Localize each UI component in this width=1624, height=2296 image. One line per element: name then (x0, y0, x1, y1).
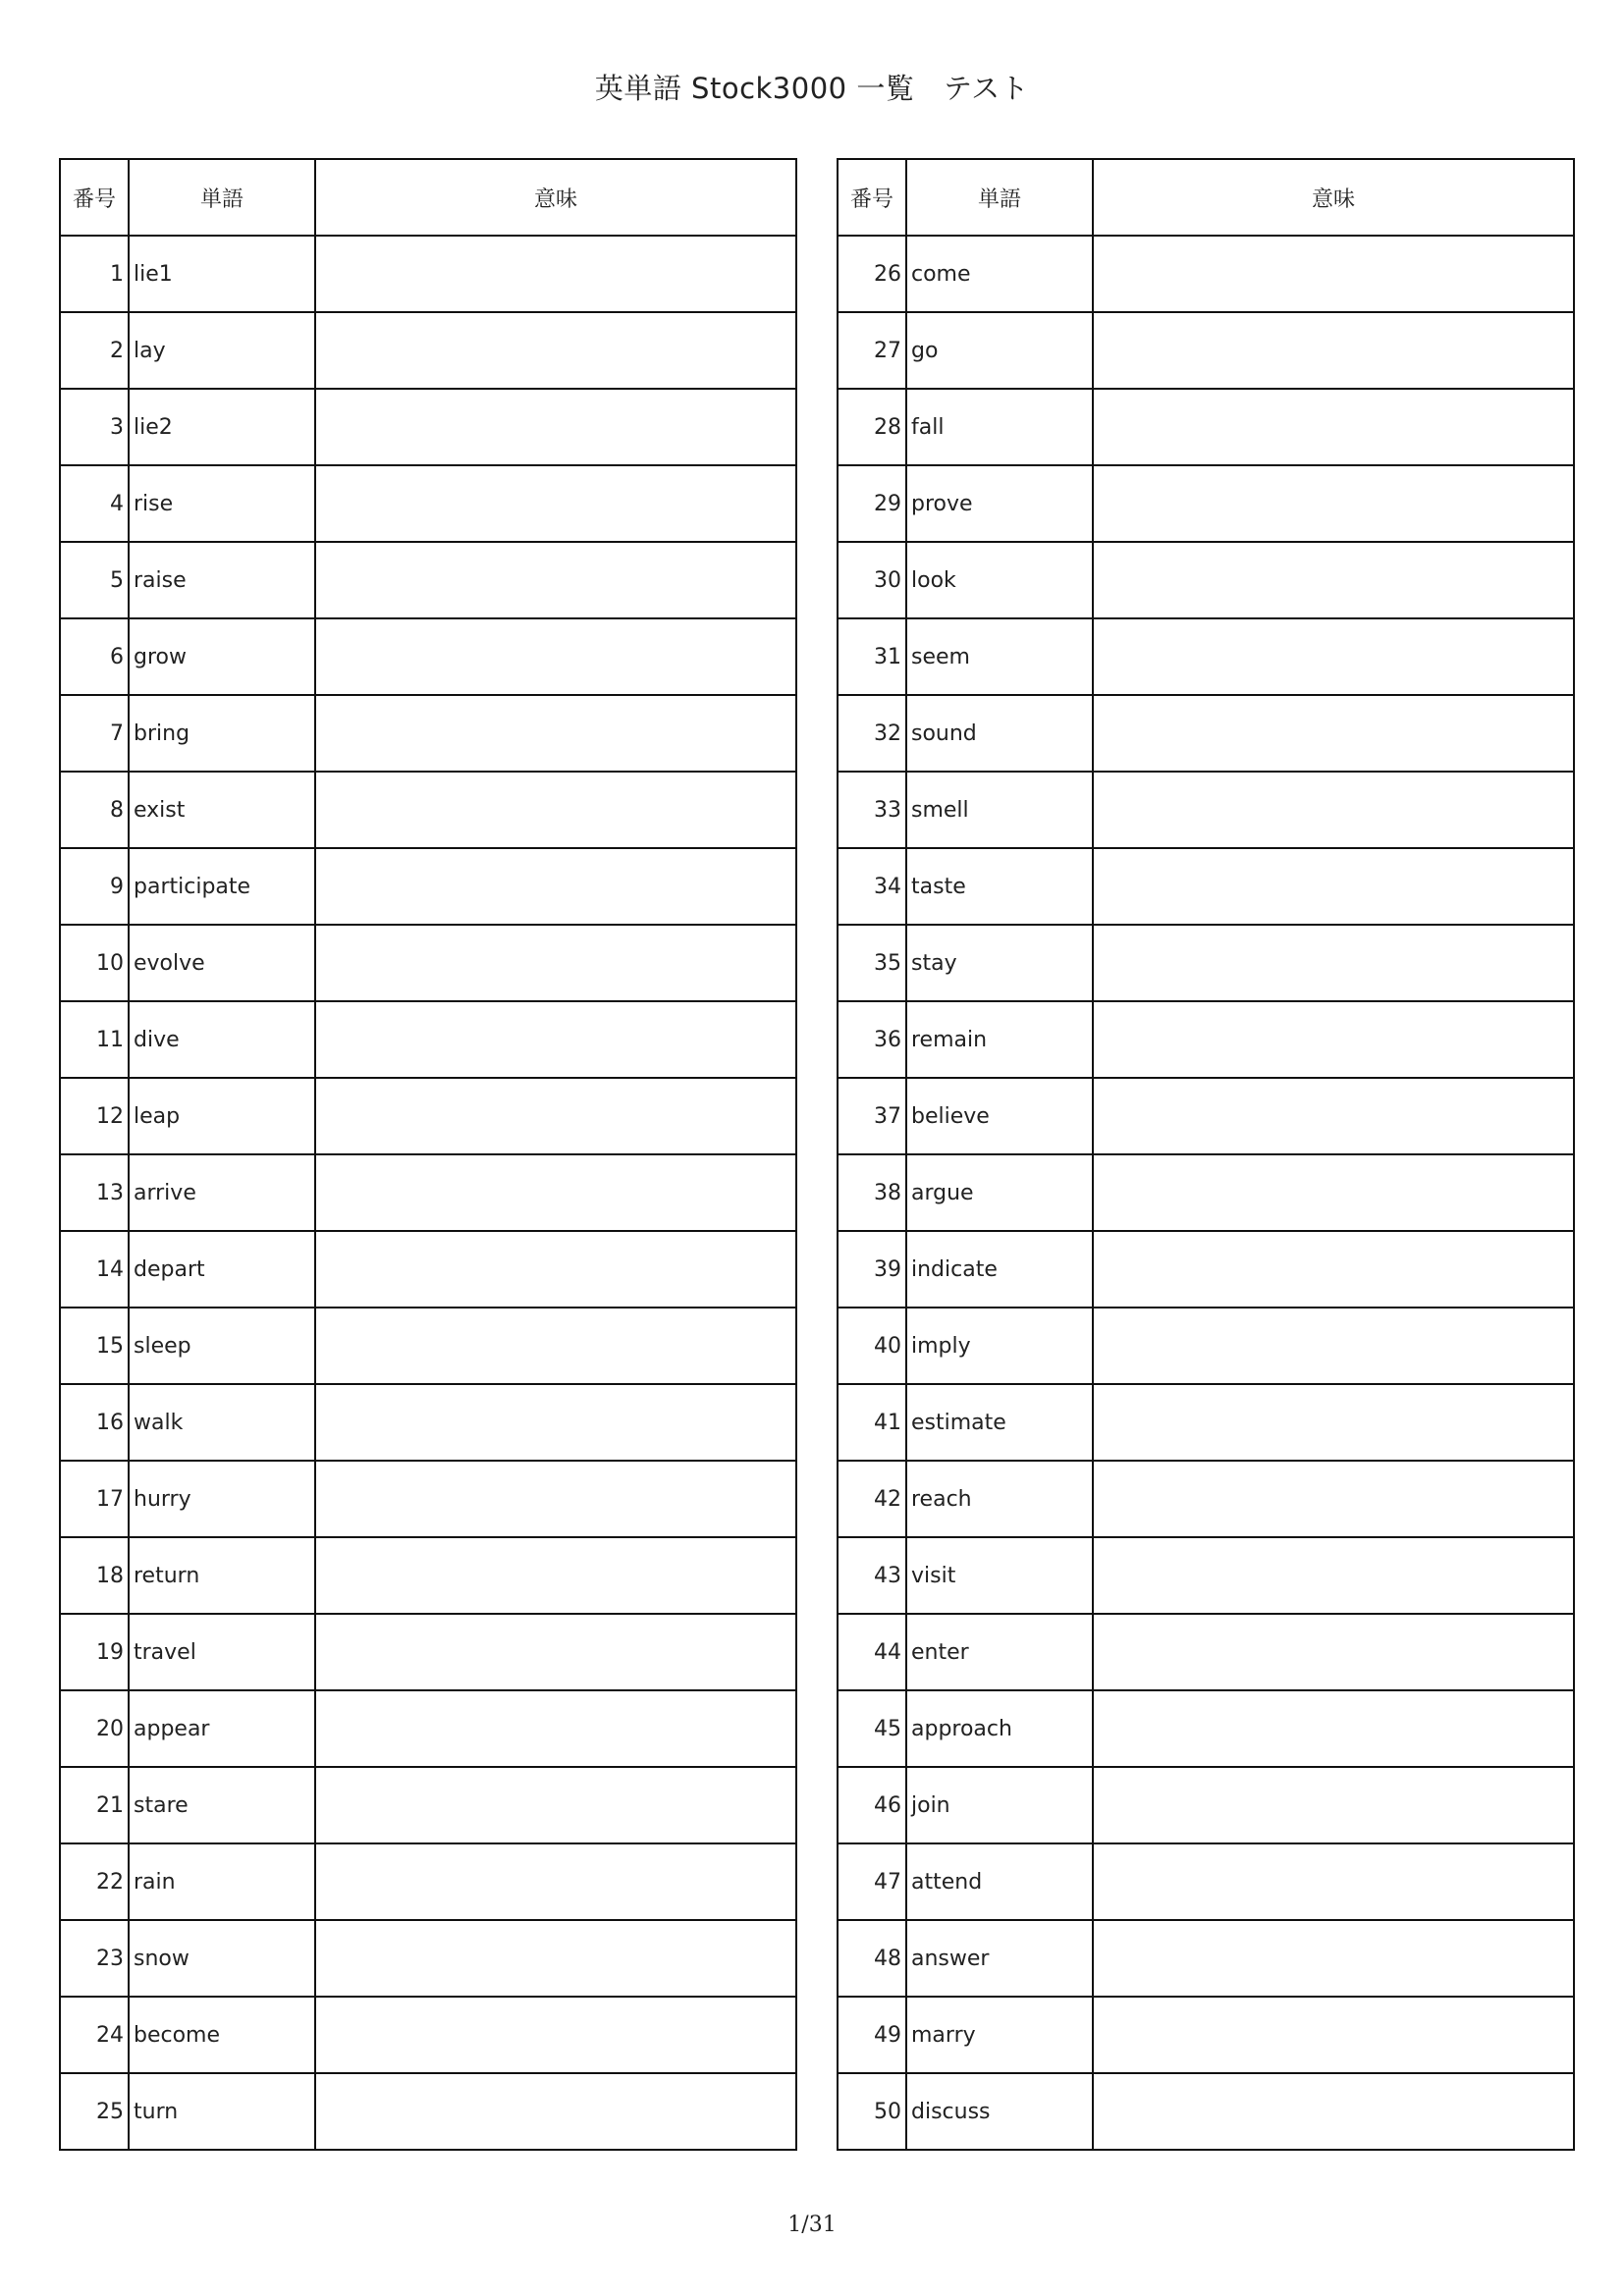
word-number: 15 (60, 1308, 129, 1384)
meaning-answer-cell[interactable] (1093, 1614, 1574, 1690)
word-cell: reach (906, 1461, 1093, 1537)
table-row (838, 1614, 1574, 1690)
word-cell: discuss (906, 2073, 1093, 2150)
word-cell: imply (906, 1308, 1093, 1384)
meaning-answer-cell[interactable] (1093, 1384, 1574, 1461)
table-row (60, 848, 796, 925)
meaning-answer-cell[interactable] (315, 1690, 796, 1767)
meaning-answer-cell[interactable] (315, 236, 796, 312)
vocab-rows-right (838, 236, 1574, 2150)
word-cell: arrive (129, 1154, 315, 1231)
word-cell: answer (906, 1920, 1093, 1997)
meaning-answer-cell[interactable] (315, 1537, 796, 1614)
word-cell: stare (129, 1767, 315, 1843)
word-cell: sound (906, 695, 1093, 772)
header-word: 単語 (906, 159, 1093, 236)
word-number: 34 (838, 848, 906, 925)
word-number: 26 (838, 236, 906, 312)
table-row (60, 1001, 796, 1078)
word-cell: indicate (906, 1231, 1093, 1308)
word-number: 46 (838, 1767, 906, 1843)
meaning-answer-cell[interactable] (315, 772, 796, 848)
word-number: 18 (60, 1537, 129, 1614)
vocab-table-left (59, 158, 797, 2151)
meaning-answer-cell[interactable] (1093, 1843, 1574, 1920)
word-cell: exist (129, 772, 315, 848)
word-cell: visit (906, 1537, 1093, 1614)
word-number: 47 (838, 1843, 906, 1920)
word-number: 16 (60, 1384, 129, 1461)
table-row (60, 1308, 796, 1384)
table-row (838, 389, 1574, 465)
word-number: 35 (838, 925, 906, 1001)
word-number: 28 (838, 389, 906, 465)
table-row (60, 1843, 796, 1920)
word-number: 32 (838, 695, 906, 772)
word-number: 7 (60, 695, 129, 772)
meaning-answer-cell[interactable] (1093, 1690, 1574, 1767)
meaning-answer-cell[interactable] (1093, 1537, 1574, 1614)
table-row (60, 695, 796, 772)
table-row (838, 1997, 1574, 2073)
word-cell: remain (906, 1001, 1093, 1078)
meaning-answer-cell[interactable] (1093, 2073, 1574, 2150)
word-number: 41 (838, 1384, 906, 1461)
meaning-answer-cell[interactable] (315, 1154, 796, 1231)
word-cell: become (129, 1997, 315, 2073)
meaning-answer-cell[interactable] (1093, 1078, 1574, 1154)
word-cell: go (906, 312, 1093, 389)
table-row (60, 312, 796, 389)
table-row (838, 542, 1574, 618)
word-cell: marry (906, 1997, 1093, 2073)
table-row (60, 2073, 796, 2150)
table-row (838, 1767, 1574, 1843)
word-cell: snow (129, 1920, 315, 1997)
meaning-answer-cell[interactable] (1093, 1001, 1574, 1078)
word-number: 36 (838, 1001, 906, 1078)
word-cell: join (906, 1767, 1093, 1843)
page-title: 英単語 Stock3000 一覧 テスト (594, 72, 1030, 105)
meaning-answer-cell[interactable] (315, 1767, 796, 1843)
meaning-answer-cell[interactable] (1093, 236, 1574, 312)
table-row (60, 772, 796, 848)
meaning-answer-cell[interactable] (315, 1997, 796, 2073)
table-row (60, 1231, 796, 1308)
table-row (838, 1843, 1574, 1920)
word-cell: enter (906, 1614, 1093, 1690)
word-number: 43 (838, 1537, 906, 1614)
table-row (60, 236, 796, 312)
page-indicator: 1/31 (787, 2213, 837, 2237)
word-cell: bring (129, 695, 315, 772)
word-cell: raise (129, 542, 315, 618)
word-cell: turn (129, 2073, 315, 2150)
word-cell: smell (906, 772, 1093, 848)
word-cell: dive (129, 1001, 315, 1078)
table-row (60, 618, 796, 695)
word-number: 10 (60, 925, 129, 1001)
word-number: 5 (60, 542, 129, 618)
word-cell: lay (129, 312, 315, 389)
meaning-answer-cell[interactable] (1093, 1231, 1574, 1308)
word-cell: participate (129, 848, 315, 925)
header-word: 単語 (129, 159, 315, 236)
table-row (838, 1154, 1574, 1231)
word-number: 31 (838, 618, 906, 695)
meaning-answer-cell[interactable] (315, 1384, 796, 1461)
word-number: 12 (60, 1078, 129, 1154)
table-row (60, 1078, 796, 1154)
header-number: 番号 (838, 159, 906, 236)
meaning-answer-cell[interactable] (315, 1461, 796, 1537)
table-row (838, 1690, 1574, 1767)
word-number: 48 (838, 1920, 906, 1997)
word-number: 50 (838, 2073, 906, 2150)
word-number: 40 (838, 1308, 906, 1384)
table-row (60, 1767, 796, 1843)
meaning-answer-cell[interactable] (315, 618, 796, 695)
meaning-answer-cell[interactable] (315, 1078, 796, 1154)
meaning-answer-cell[interactable] (315, 1920, 796, 1997)
word-number: 30 (838, 542, 906, 618)
word-number: 3 (60, 389, 129, 465)
table-row (838, 1461, 1574, 1537)
table-row (60, 1614, 796, 1690)
meaning-answer-cell[interactable] (1093, 312, 1574, 389)
word-cell: fall (906, 389, 1093, 465)
word-number: 11 (60, 1001, 129, 1078)
word-number: 38 (838, 1154, 906, 1231)
meaning-answer-cell[interactable] (1093, 1308, 1574, 1384)
word-number: 20 (60, 1690, 129, 1767)
table-row (60, 925, 796, 1001)
meaning-answer-cell[interactable] (315, 1614, 796, 1690)
word-number: 13 (60, 1154, 129, 1231)
word-cell: look (906, 542, 1093, 618)
word-number: 27 (838, 312, 906, 389)
table-row (838, 236, 1574, 312)
word-number: 45 (838, 1690, 906, 1767)
table-row (60, 1384, 796, 1461)
word-number: 2 (60, 312, 129, 389)
meaning-answer-cell[interactable] (315, 542, 796, 618)
table-row (838, 465, 1574, 542)
word-cell: leap (129, 1078, 315, 1154)
word-cell: seem (906, 618, 1093, 695)
word-cell: appear (129, 1690, 315, 1767)
table-row (60, 1690, 796, 1767)
word-number: 24 (60, 1997, 129, 2073)
word-number: 42 (838, 1461, 906, 1537)
table-row (838, 2073, 1574, 2150)
meaning-answer-cell[interactable] (315, 389, 796, 465)
word-number: 19 (60, 1614, 129, 1690)
table-row (838, 1384, 1574, 1461)
table-row (838, 1308, 1574, 1384)
table-row (838, 695, 1574, 772)
meaning-answer-cell[interactable] (1093, 465, 1574, 542)
table-row (838, 1078, 1574, 1154)
word-cell: rain (129, 1843, 315, 1920)
table-row (838, 1231, 1574, 1308)
table-header-row (60, 159, 796, 236)
word-number: 9 (60, 848, 129, 925)
table-row (60, 1537, 796, 1614)
table-row (838, 618, 1574, 695)
word-number: 21 (60, 1767, 129, 1843)
table-row (60, 1920, 796, 1997)
meaning-answer-cell[interactable] (1093, 848, 1574, 925)
word-number: 29 (838, 465, 906, 542)
word-cell: sleep (129, 1308, 315, 1384)
word-number: 44 (838, 1614, 906, 1690)
word-cell: argue (906, 1154, 1093, 1231)
meaning-answer-cell[interactable] (1093, 618, 1574, 695)
meaning-answer-cell[interactable] (315, 1308, 796, 1384)
word-cell: grow (129, 618, 315, 695)
word-cell: believe (906, 1078, 1093, 1154)
meaning-answer-cell[interactable] (315, 695, 796, 772)
table-row (838, 1920, 1574, 1997)
word-cell: travel (129, 1614, 315, 1690)
word-cell: depart (129, 1231, 315, 1308)
word-cell: walk (129, 1384, 315, 1461)
word-cell: approach (906, 1690, 1093, 1767)
word-cell: evolve (129, 925, 315, 1001)
word-number: 25 (60, 2073, 129, 2150)
table-row (60, 1997, 796, 2073)
meaning-answer-cell[interactable] (1093, 389, 1574, 465)
word-cell: hurry (129, 1461, 315, 1537)
word-cell: prove (906, 465, 1093, 542)
word-cell: attend (906, 1843, 1093, 1920)
word-number: 49 (838, 1997, 906, 2073)
word-cell: come (906, 236, 1093, 312)
meaning-answer-cell[interactable] (315, 465, 796, 542)
meaning-answer-cell[interactable] (315, 848, 796, 925)
table-row (60, 465, 796, 542)
table-row (838, 312, 1574, 389)
meaning-answer-cell[interactable] (1093, 1920, 1574, 1997)
meaning-answer-cell[interactable] (1093, 1154, 1574, 1231)
word-number: 22 (60, 1843, 129, 1920)
word-number: 8 (60, 772, 129, 848)
meaning-answer-cell[interactable] (1093, 1767, 1574, 1843)
vocab-rows-left (60, 236, 796, 2150)
meaning-answer-cell[interactable] (315, 925, 796, 1001)
table-row (60, 389, 796, 465)
header-meaning: 意味 (1093, 159, 1574, 236)
word-number: 23 (60, 1920, 129, 1997)
table-row (838, 1001, 1574, 1078)
word-number: 33 (838, 772, 906, 848)
table-row (60, 1461, 796, 1537)
meaning-answer-cell[interactable] (1093, 542, 1574, 618)
meaning-answer-cell[interactable] (1093, 1461, 1574, 1537)
header-number: 番号 (60, 159, 129, 236)
meaning-answer-cell[interactable] (1093, 695, 1574, 772)
meaning-answer-cell[interactable] (1093, 772, 1574, 848)
table-row (838, 772, 1574, 848)
word-number: 37 (838, 1078, 906, 1154)
word-number: 17 (60, 1461, 129, 1537)
word-cell: lie2 (129, 389, 315, 465)
table-row (838, 925, 1574, 1001)
vocab-table-right (837, 158, 1575, 2151)
meaning-answer-cell[interactable] (315, 1843, 796, 1920)
word-cell: estimate (906, 1384, 1093, 1461)
table-row (60, 542, 796, 618)
word-cell: taste (906, 848, 1093, 925)
header-meaning: 意味 (315, 159, 796, 236)
table-header-row (838, 159, 1574, 236)
meaning-answer-cell[interactable] (315, 312, 796, 389)
word-cell: lie1 (129, 236, 315, 312)
meaning-answer-cell[interactable] (315, 2073, 796, 2150)
word-number: 14 (60, 1231, 129, 1308)
word-cell: stay (906, 925, 1093, 1001)
meaning-answer-cell[interactable] (315, 1001, 796, 1078)
table-row (838, 848, 1574, 925)
word-cell: return (129, 1537, 315, 1614)
word-number: 39 (838, 1231, 906, 1308)
word-number: 4 (60, 465, 129, 542)
word-number: 6 (60, 618, 129, 695)
meaning-answer-cell[interactable] (1093, 1997, 1574, 2073)
table-row (838, 1537, 1574, 1614)
word-number: 1 (60, 236, 129, 312)
table-row (60, 1154, 796, 1231)
word-cell: rise (129, 465, 315, 542)
meaning-answer-cell[interactable] (1093, 925, 1574, 1001)
meaning-answer-cell[interactable] (315, 1231, 796, 1308)
